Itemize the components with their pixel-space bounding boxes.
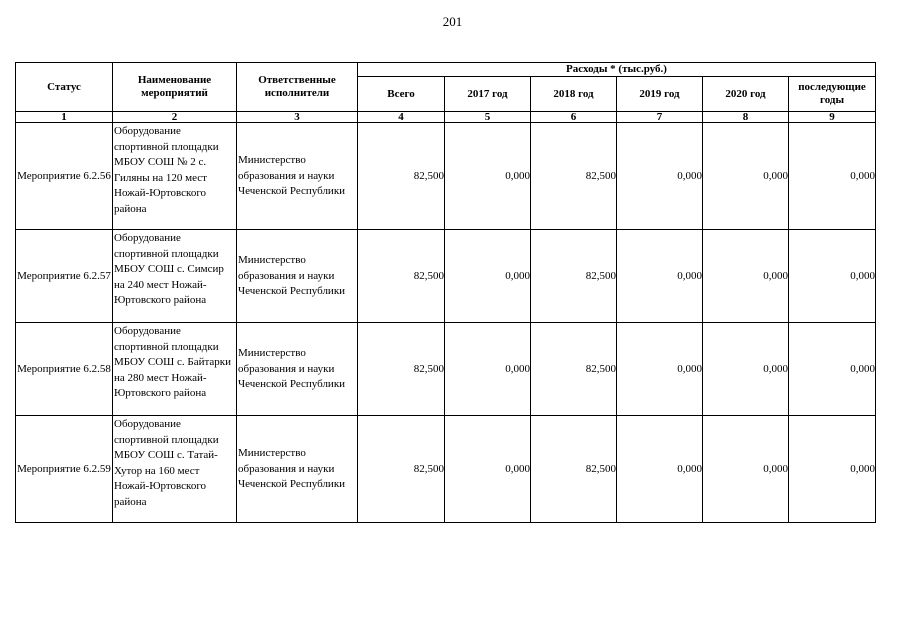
value-2020: 0,000 [703,123,789,230]
table-row [16,123,876,230]
responsible-cell: Министерство образования и науки Чеченской Республики [237,230,358,323]
col-number: 8 [703,112,789,123]
value-2020: 0,000 [703,230,789,323]
header-status: Статус [16,63,113,112]
header-expenses: Расходы * (тыс.руб.) [358,63,876,77]
value-total: 82,500 [358,323,445,416]
event-name-cell: Оборудование спортивной площадки МБОУ СОШ с. Татай-Хутор на 160 мест Ножай-Юртовского района [113,416,237,523]
column-numbers-row [16,112,876,123]
col-number: 5 [445,112,531,123]
col-number: 1 [16,112,113,123]
responsible-cell: Министерство образования и науки Чеченской Республики [237,416,358,523]
status-cell: Мероприятие 6.2.57 [16,230,113,323]
table-row [16,230,876,323]
expenses-table [15,62,876,523]
responsible-cell: Министерство образования и науки Чеченской Республики [237,123,358,230]
value-2017: 0,000 [445,230,531,323]
value-2017: 0,000 [445,416,531,523]
value-2019: 0,000 [617,123,703,230]
header-responsible: Ответственные исполнители [237,63,358,112]
event-name-cell: Оборудование спортивной площадки МБОУ СОШ № 2 с. Гиляны на 120 мест Ножай-Юртовского района [113,123,237,230]
header-total: Всего [358,77,445,112]
page-number: 201 [442,14,463,29]
header-name: Наименование мероприятий [113,63,237,112]
status-cell: Мероприятие 6.2.58 [16,323,113,416]
value-later: 0,000 [789,416,876,523]
header-2018: 2018 год [531,77,617,112]
value-2020: 0,000 [703,323,789,416]
value-2018: 82,500 [531,416,617,523]
header-2020: 2020 год [703,77,789,112]
col-number: 3 [237,112,358,123]
event-name-cell: Оборудование спортивной площадки МБОУ СОШ с. Байтарки на 280 мест Ножай-Юртовского района [113,323,237,416]
header-2019: 2019 год [617,77,703,112]
table-row [16,323,876,416]
status-cell: Мероприятие 6.2.59 [16,416,113,523]
header-later-years: последующие годы [789,77,876,112]
value-2017: 0,000 [445,323,531,416]
value-total: 82,500 [358,123,445,230]
value-2019: 0,000 [617,323,703,416]
col-number: 9 [789,112,876,123]
status-cell: Мероприятие 6.2.56 [16,123,113,230]
value-2019: 0,000 [617,416,703,523]
header-2017: 2017 год [445,77,531,112]
value-later: 0,000 [789,123,876,230]
value-later: 0,000 [789,230,876,323]
responsible-cell: Министерство образования и науки Чеченской Республики [237,323,358,416]
value-total: 82,500 [358,230,445,323]
value-2020: 0,000 [703,416,789,523]
col-number: 6 [531,112,617,123]
value-2018: 82,500 [531,323,617,416]
value-later: 0,000 [789,323,876,416]
value-2018: 82,500 [531,123,617,230]
col-number: 7 [617,112,703,123]
event-name-cell: Оборудование спортивной площадки МБОУ СОШ с. Симсир на 240 мест Ножай-Юртовского района [113,230,237,323]
value-2019: 0,000 [617,230,703,323]
value-2018: 82,500 [531,230,617,323]
col-number: 2 [113,112,237,123]
col-number: 4 [358,112,445,123]
value-2017: 0,000 [445,123,531,230]
value-total: 82,500 [358,416,445,523]
table-row [16,416,876,523]
